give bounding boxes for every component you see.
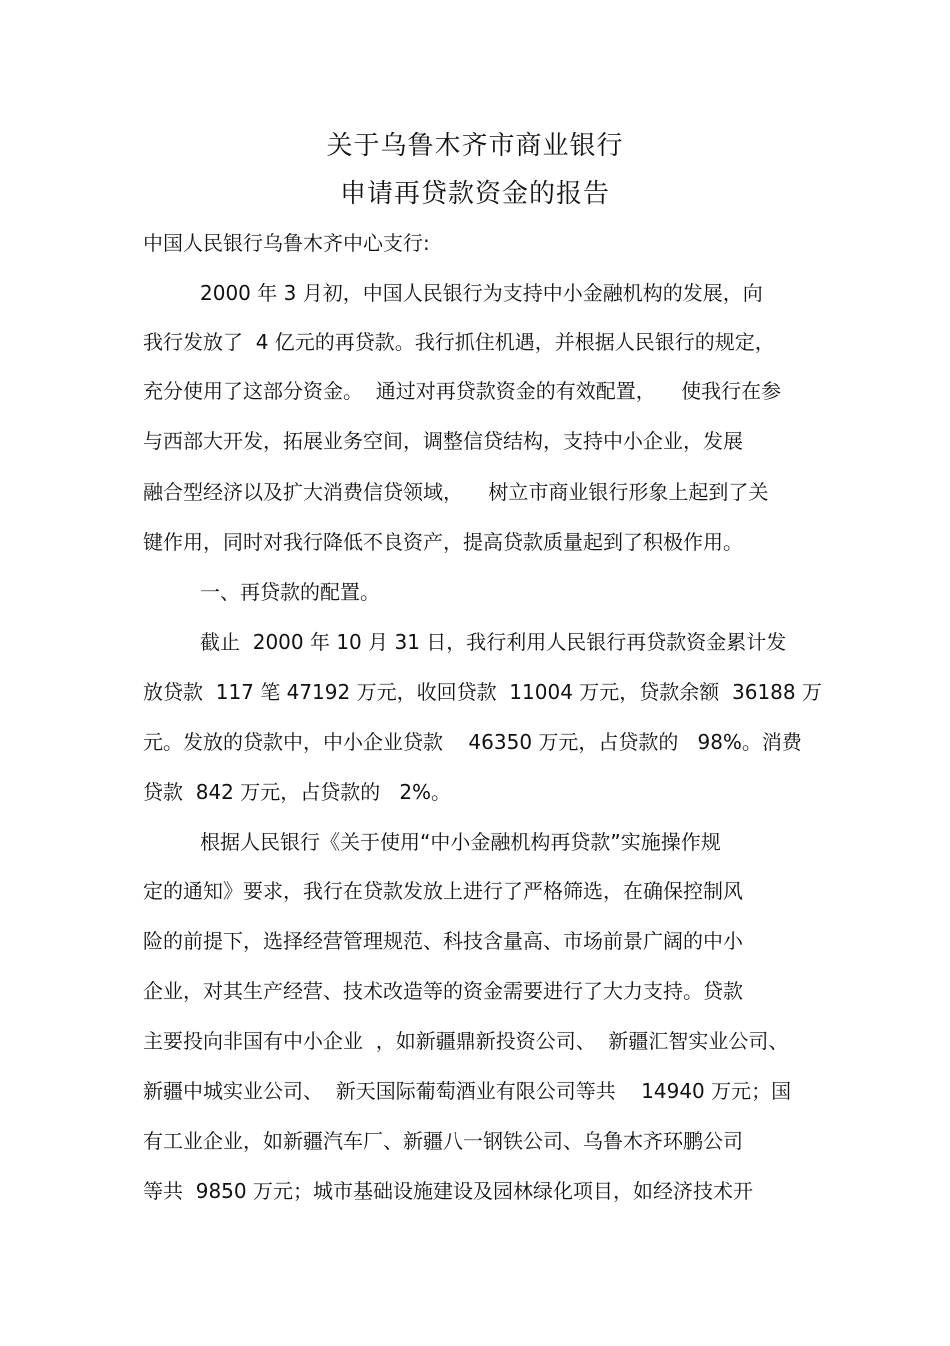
title-line-1: 关于乌鲁木齐市商业银行	[326, 131, 624, 161]
body-line: 企业，对其生产经营、技术改造等的资金需要进行了大力支持。贷款	[143, 979, 743, 1003]
title-line-2: 申请再贷款资金的报告	[339, 179, 610, 209]
addressee: 中国人民银行乌鲁木齐中心支行:	[143, 231, 430, 255]
body-line: 根据人民银行《关于使用“中小金融机构再贷款”实施操作规	[200, 830, 721, 854]
body-line: 元。发放的贷款中，中小企业贷款 46350 万元，占贷款的 98%。消费	[143, 730, 802, 754]
body-line: 我行发放了 4 亿元的再贷款。我行抓住机遇，并根据人民银行的规定，	[143, 330, 775, 354]
body-line: 充分使用了这部分资金。 通过对再贷款资金的有效配置， 使我行在参	[143, 379, 782, 403]
body-line: 放贷款 117 笔 47192 万元，收回贷款 11004 万元，贷款余额 36188 万	[143, 680, 822, 704]
body-line: 2000 年 3 月初，中国人民银行为支持中小金融机构的发展，向	[200, 281, 763, 305]
body-line: 融合型经济以及扩大消费信贷领域， 树立市商业银行形象上起到了关	[143, 480, 769, 504]
body-line: 定的通知》要求，我行在贷款发放上进行了严格筛选，在确保控制风	[143, 879, 743, 903]
section-heading: 一、再贷款的配置。	[200, 580, 380, 604]
body-line: 贷款 842 万元，占贷款的 2%。	[143, 780, 452, 804]
body-line: 有工业企业，如新疆汽车厂、新疆八一钢铁公司、乌鲁木齐环鹏公司	[143, 1129, 743, 1153]
body-line: 键作用，同时对我行降低不良资产，提高贷款质量起到了积极作用。	[143, 530, 743, 554]
body-line: 与西部大开发，拓展业务空间，调整信贷结构，支持中小企业，发展	[143, 429, 743, 453]
body-line: 等共 9850 万元；城市基础设施建设及园林绿化项目，如经济技术开	[143, 1179, 753, 1203]
body-line: 新疆中城实业公司、 新天国际葡萄酒业有限公司等共 14940 万元；国	[143, 1079, 792, 1103]
body-line: 险的前提下，选择经营管理规范、科技含量高、市场前景广阔的中小	[143, 929, 743, 953]
body-line: 截止 2000 年 10 月 31 日，我行利用人民银行再贷款资金累计发	[200, 630, 787, 654]
body-line: 主要投向非国有中小企业 ，如新疆鼎新投资公司、 新疆汇智实业公司、	[143, 1029, 789, 1053]
